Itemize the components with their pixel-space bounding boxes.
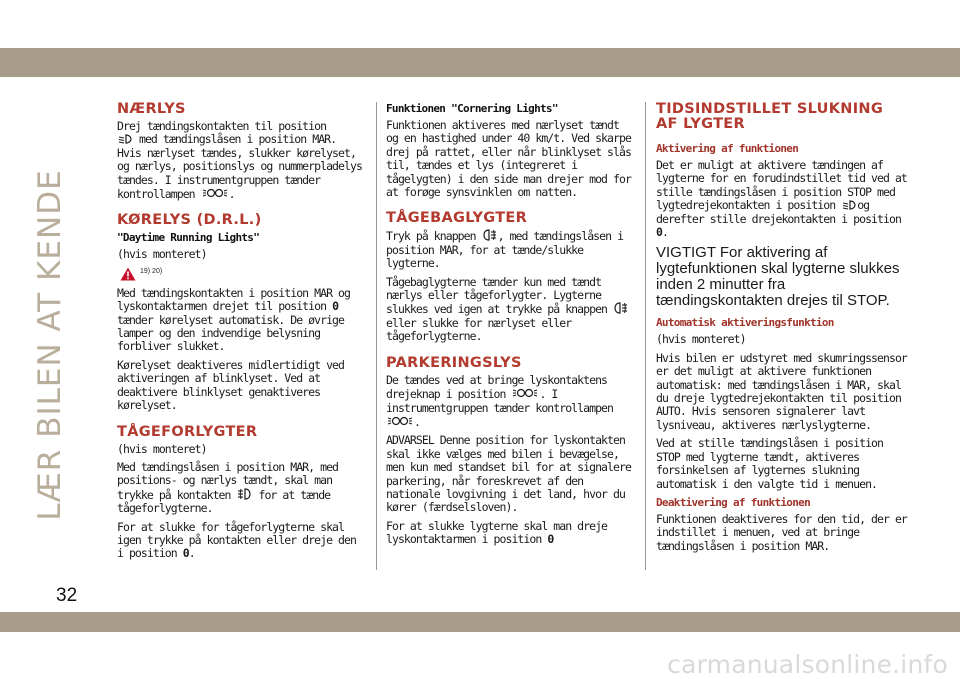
top-band xyxy=(0,48,960,77)
heading-naerlys: NÆRLYS xyxy=(117,101,186,117)
page-number: 32 xyxy=(56,585,78,606)
paragraph: Ved at stille tændingslåsen i position STOP med lygterne tændt, aktiveres forsinkelsen af lygternes slukning automatisk i den valgte tid i menuen. xyxy=(656,436,883,491)
heading-tidsindstillet: TIDSINDSTILLET SLUKNING AF LYGTER xyxy=(656,101,884,132)
paragraph: Drej tændingskontakten til position med tændingslåsen i position MAR. Hvis nærlyset tændes, slukker kørelyset, og nærlys, positionslys og nummerpladelys tændes. I instrumentgruppen tænder kontrollampen . xyxy=(117,119,362,202)
important-note: VIGTIGT For aktivering af lygtefunktionen skal lygterne slukkes inden 2 minutter fra tændingskontakten drejes til STOP. xyxy=(656,244,900,310)
subheading-deaktivering: Deaktivering af funktionen xyxy=(656,495,810,509)
warning-paragraph: ADVARSEL Denne position for lyskontakten skal ikke vælges med bilen i bevægelse, men kun med standset bil for at signalere parkering, når foreskrevet af den nationale lovgivning i det land, hvor du kører (færdselsloven). xyxy=(386,433,631,515)
paragraph: Hvis bilen er udstyret med skumringssensor er det muligt at aktivere funktionen automatisk: med tændingslåsen i MAR, skal du dreje lygtedrejekontakten til position AUTO. Hvis sensoren signalerer lavt lysniveau, aktiveres nærlyslygterne. xyxy=(656,350,907,432)
heading-drl: KØRELYS (D.R.L.) xyxy=(117,212,262,229)
paragraph: Funktionen aktiveres med nærlyset tændt og en hastighed under 40 km/t. Ved skarpe drej på rattet, eller når blinklyset slås til, tændes et lys (integreret i tågelygten) i den side man drejer mod for at forøge synsvinklen om natten. xyxy=(386,118,631,200)
hvis-monteret-text: (hvis monteret) xyxy=(656,332,746,347)
column-3 xyxy=(656,102,910,558)
column-divider xyxy=(645,102,646,570)
low-beam-icon xyxy=(842,200,856,210)
paragraph: For at slukke lygterne skal man dreje lyskontaktarmen i position 0 xyxy=(386,518,608,547)
warning-triangle-icon xyxy=(120,267,136,281)
position-lights-icon xyxy=(512,387,538,399)
rear-fog-icon xyxy=(614,302,628,314)
paragraph: Tågebaglygterne tænder kun med tændt nærlys eller tågeforlygter. Lygterne slukkes ved igen at trykke på knappen eller slukke for nærlyset eller tågeforlygterne. xyxy=(386,276,634,344)
paragraph: Med tændingslåsen i position MAR, med positions- og nærlys tændt, skal man trykke på kontakten for at tænde tågeforlygterne. xyxy=(117,459,339,516)
position-lights-icon xyxy=(387,415,413,427)
subheading-aktivering: Aktivering af funktionen xyxy=(656,142,799,155)
low-beam-icon xyxy=(118,134,132,144)
watermark: carmanualsonline.info xyxy=(667,650,948,679)
bottom-band xyxy=(0,612,960,632)
paragraph: Med tændingskontakten i position MAR og lyskontaktarmen drejet til position 0 tænder kørelyset automatisk. De øvrige lamper og den indvendige belysning forbliver slukket. xyxy=(117,285,350,354)
column-1 xyxy=(117,102,365,566)
heading-taageforlygter: TÅGEFORLYGTER xyxy=(117,423,258,440)
paragraph: Tryk på knappen , med tændingslåsen i position MAR, for at tænde/slukke lygterne. xyxy=(386,229,624,271)
paragraph: Kørelyset deaktiveres midlertidigt ved aktiveringen af blinklyset. Ved at deaktivere blinklyset genaktiveres kørelyset. xyxy=(117,357,344,413)
subheading-automatisk: Automatisk aktiveringsfunktion xyxy=(656,316,834,330)
column-2 xyxy=(386,102,634,552)
hvis-monteret-text: (hvis monteret) xyxy=(117,441,207,456)
hvis-monteret-text: (hvis monteret) xyxy=(117,247,207,262)
heading-taagebaglygter: TÅGEBAGLYGTER xyxy=(386,210,528,227)
subheading-drl: "Daytime Running Lights" xyxy=(117,231,260,245)
warning-ref-numbers: 19) 20) xyxy=(140,267,163,275)
paragraph: Det er muligt at aktivere tændingen af lygterne for en forudindstillet tid ved at stille tændingslåsen i position STOP med lygtedrejekontakten i position og derefter stille drejekontakten i position 0. xyxy=(656,158,907,240)
column-divider xyxy=(376,102,377,570)
section-side-title: LÆR BILEN AT KENDE xyxy=(32,169,68,521)
paragraph: De tændes ved at bringe lyskontaktens drejeknap i position . I instrumentgruppen tænder kontrollampen . xyxy=(386,372,613,429)
warning-reference xyxy=(120,267,365,281)
position-lights-icon xyxy=(202,187,228,199)
heading-parkeringslys: PARKERINGSLYS xyxy=(386,354,522,371)
paragraph: Funktionen deaktiveres for den tid, der er indstillet i menuen, ved at bringe tændingslåsen i position MAR. xyxy=(656,511,907,553)
paragraph: For at slukke for tågeforlygterne skal igen trykke på kontakten eller dreje den i position 0. xyxy=(117,519,356,561)
heading-cornering: Funktionen "Cornering Lights" xyxy=(386,102,558,115)
front-fog-icon xyxy=(237,488,251,500)
rear-fog-icon xyxy=(483,229,497,241)
